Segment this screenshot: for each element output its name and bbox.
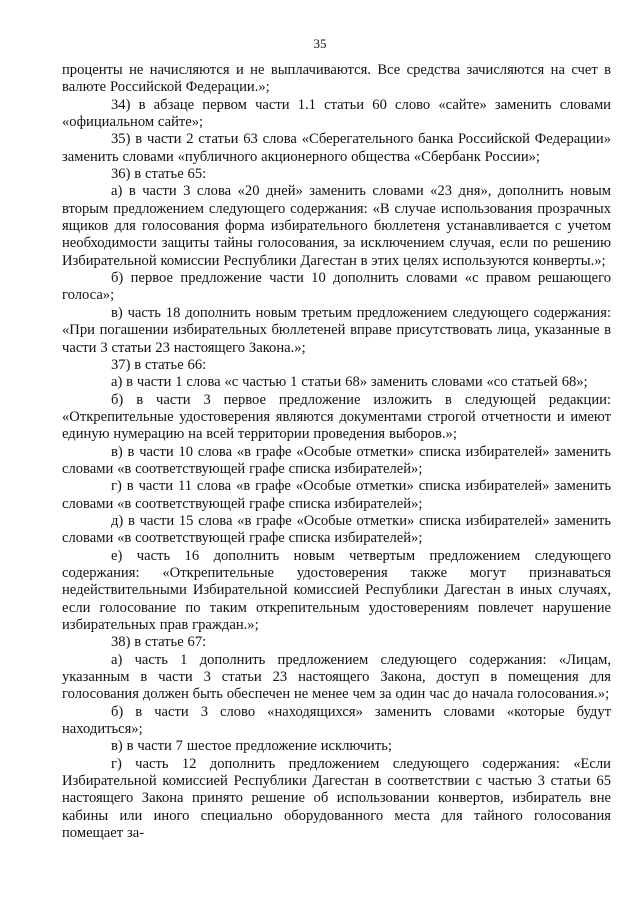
paragraph-item-38-b: б) в части 3 слово «находящихся» заменить словами «которые будут находиться»; xyxy=(62,703,611,738)
paragraph-item-38-g: г) часть 12 дополнить предложением следующего содержания: «Если Избирательной комиссией Республики Дагестан в соответствии с частью 3 статьи 65 настоящего Закона принято решение об использовании конвертов, избиратель вне кабины или иного специально оборудованного места для тайного голосования помещает за- xyxy=(62,755,611,842)
paragraph-item-38-a: а) часть 1 дополнить предложением следующего содержания: «Лицам, указанным в части 3 статьи 23 настоящего Закона, доступ в помещения для голосования должен быть обеспечен не менее чем за один час до начала голосования.»; xyxy=(62,651,611,703)
paragraph-continuation: проценты не начисляются и не выплачиваются. Все средства зачисляются на счет в валюте Российской Федерации.»; xyxy=(62,62,611,96)
paragraph-item-37-b: б) в части 3 первое предложение изложить в следующей редакции: «Открепительные удостоверения являются документами строгой отчетности и имеют единую нумерацию на всей территории проведения выборов.»; xyxy=(62,391,611,443)
paragraph-item-38-heading: 38) в статье 67: xyxy=(111,634,207,651)
paragraph-item-38-v: в) в части 7 шестое предложение исключить; xyxy=(111,738,392,755)
page-number: 35 xyxy=(313,36,327,51)
paragraph-item-35: 35) в части 2 статьи 63 слова «Сберегательного банка Российской Федерации» заменить словами «публичного акционерного общества «Сбербанк России»; xyxy=(62,131,611,165)
document-body xyxy=(62,62,611,842)
paragraph-item-37-e: е) часть 16 дополнить новым четвертым предложением следующего содержания: «Открепительные удостоверения также могут признаваться недействительными Избирательной комиссией Республики Дагестан в иных случаях, если голосование по таким открепительным удостоверениям повлечет нарушение избирательных прав граждан.»; xyxy=(62,547,611,633)
paragraph-item-36-a: а) в части 3 слова «20 дней» заменить словами «23 дня», дополнить новым вторым предложением следующего содержания: «В случае использования прозрачных ящиков для голосования форма избирательного бюллетеня устанавливается с учетом необходимости защиты тайны голосования, за исключением случая, если по решению Избирательной комиссии Республики Дагестан в этих целях используются конверты.»; xyxy=(62,183,611,269)
paragraph-item-37-a: а) в части 1 слова «с частью 1 статьи 68» заменить словами «со статьей 68»; xyxy=(111,374,588,391)
paragraph-item-34: 34) в абзаце первом части 1.1 статьи 60 слово «сайте» заменить словами «официальном сайте»; xyxy=(62,96,611,131)
paragraph-item-36-b: б) первое предложение части 10 дополнить словами «с правом решающего голоса»; xyxy=(62,270,611,304)
paragraph-item-37-v: в) в части 10 слова «в графе «Особые отметки» списка избирателей» заменить словами «в соответствующей графе списка избирателей»; xyxy=(62,443,611,477)
paragraph-item-36-heading: 36) в статье 65: xyxy=(111,166,207,183)
paragraph-item-37-g: г) в части 11 слова «в графе «Особые отметки» списка избирателей» заменить словами «в соответствующей графе списка избирателей»; xyxy=(62,478,611,512)
paragraph-item-37-d: д) в части 15 слова «в графе «Особые отметки» списка избирателей» заменить словами «в соответствующей графе списка избирателей»; xyxy=(62,512,611,547)
paragraph-item-36-v: в) часть 18 дополнить новым третьим предложением следующего содержания: «При погашении избирательных бюллетеней вправе присутствовать лица, указанные в части 3 статьи 23 настоящего Закона.»; xyxy=(62,304,611,356)
paragraph-item-37-heading: 37) в статье 66: xyxy=(111,356,207,373)
